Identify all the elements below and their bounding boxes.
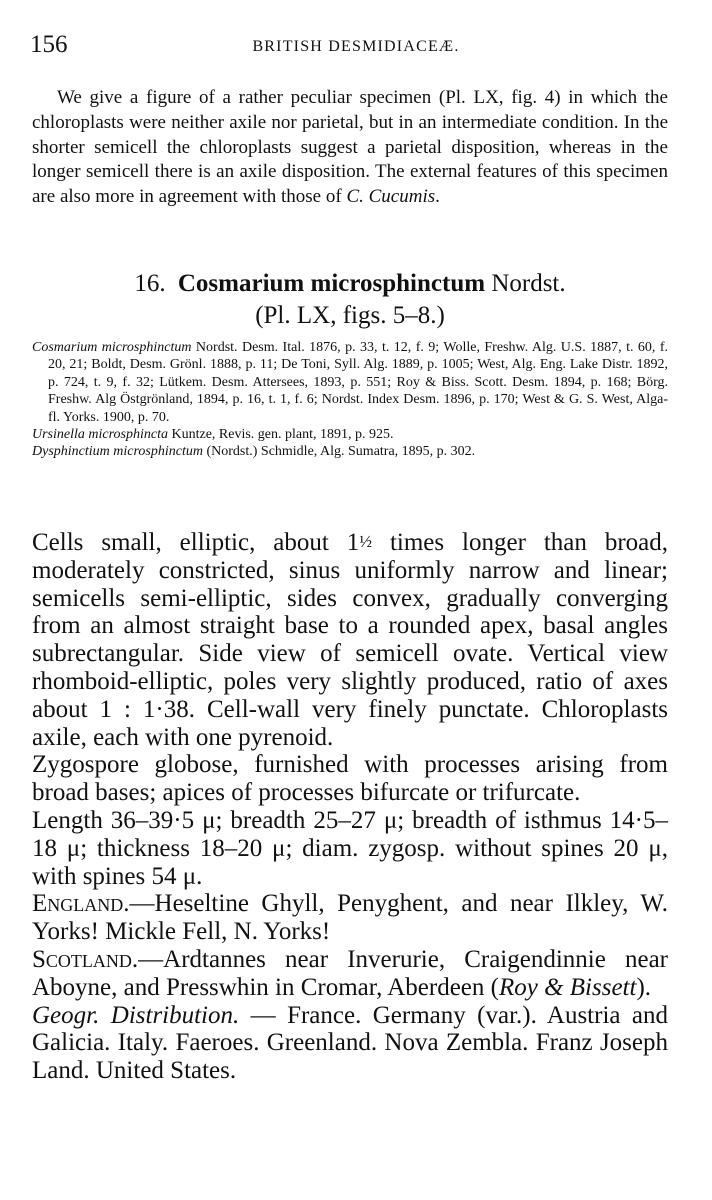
species-name: Cosmarium microsphinctum: [177, 270, 486, 297]
species-figures: (Pl. LX, figs. 5–8.): [255, 302, 445, 329]
cell-description: [32, 528, 668, 751]
scotland-end: ).: [636, 973, 652, 1001]
scotland-citation: Roy & Bissett: [498, 973, 637, 1001]
intro-text: [32, 86, 668, 210]
species-author: Nordst.: [491, 270, 566, 297]
intro-paragraph: [32, 86, 668, 210]
synonym-entry: [32, 426, 668, 443]
species-description: [32, 528, 668, 1085]
cell-description-text: Cells small, elliptic, about 1: [32, 529, 360, 556]
england-text: —Heseltine Ghyll, Penyghent, and near Ilkley, W. Yorks! Mickle Fell, N. Yorks!: [32, 890, 668, 946]
fraction: ½: [359, 532, 373, 551]
synonym-name: Ursinella microsphincta: [32, 427, 168, 443]
synonym-citation: (Nordst.) Schmidle, Alg. Sumatra, 1895, p. 302.: [202, 444, 476, 460]
synonym-citation: Kuntze, Revis. gen. plant, 1891, p. 925.: [167, 427, 394, 443]
intro-text-part1: We give a figure of a rather peculiar specimen (Pl. LX, fig. 4) in which the chloroplasts were neither axile nor parietal, but in an intermediate condition. In the shorter semicell the chloroplasts suggest a parietal disposition, whereas in the longer semicell there is an axile disposition. The external features of this specimen are also more in agreement with those of: [32, 87, 668, 208]
synonym-entry: [32, 339, 668, 426]
scotland-label: Scotland.: [32, 945, 139, 973]
species-heading: [32, 268, 668, 300]
measurements: Length 36–39·5 μ; breadth 25–27 μ; breadth of isthmus 14·5–18 μ; thickness 18–20 μ; diam. zygosp. without spines 20 μ, with spines 54 μ.: [32, 806, 668, 890]
synonymy-block: [32, 339, 668, 461]
synonym-name: Cosmarium microsphinctum: [32, 340, 192, 355]
intro-taxon: C. Cucumis: [346, 186, 436, 208]
zygospore-description: Zygospore globose, furnished with processes arising from broad bases; apices of processes bifurcate or trifurcate.: [32, 751, 668, 807]
synonym-citation: Nordst. Desm. Ital. 1876, p. 33, t. 12, f. 9; Wolle, Freshw. Alg. U.S. 1887, t. 60, f. 20, 21; Boldt, Desm. Grönl. 1888, p. 11; De Toni, Syll. Alg. 1889, p. 1005; West, Alg. Eng. Lake Distr. 1892, p. 724, t. 9, f. 32; Lütkem. Desm. Attersees, 1893, p. 551; Roy & Biss. Scott. Desm. 1894, p. 168; Börg. Freshw. Alg Östgrönland, 1894, p. 16, t. 1, f. 6; Nordst. Index Desm. 1896, p. 170; West & G. S. West, Alga-fl. Yorks. 1900, p. 70.: [48, 340, 668, 425]
running-title: BRITISH DESMIDIACEÆ.: [252, 38, 460, 55]
synonym-name: Dysphinctium microsphinctum: [32, 444, 203, 460]
england-label: England.: [32, 890, 130, 918]
england-localities: [32, 890, 668, 946]
scotland-localities: [32, 946, 668, 1002]
species-number: 16.: [134, 270, 166, 297]
scotland-text: —Ardtannes near Inverurie, Craigendinnie near Aboyne, and Presswhin in Cromar, Aberdeen (: [32, 945, 668, 1001]
running-header: [30, 30, 682, 60]
page-number: 156: [30, 31, 68, 58]
distribution-text: — France. Germany (var.). Austria and Galicia. Italy. Faeroes. Greenland. Nova Zembla. Franz Joseph Land. United States.: [32, 1001, 668, 1085]
distribution-label: Geogr. Distribution.: [32, 1001, 240, 1029]
geographic-distribution: [32, 1002, 668, 1085]
cell-description-text-cont: times longer than broad, moderately constricted, sinus uniformly narrow and linear; semicells semi-elliptic, sides convex, gradually converging from an almost straight base to a rounded apex, basal angles subrectangular. Side view of semicell ovate. Vertical view rhomboid-elliptic, poles very slightly produced, ratio of axes about 1 : 1·38. Cell-wall very finely punctate. Chloroplasts axile, each with one pyrenoid.: [32, 529, 668, 751]
intro-text-part2: .: [435, 186, 440, 208]
synonym-entry: [32, 443, 668, 460]
